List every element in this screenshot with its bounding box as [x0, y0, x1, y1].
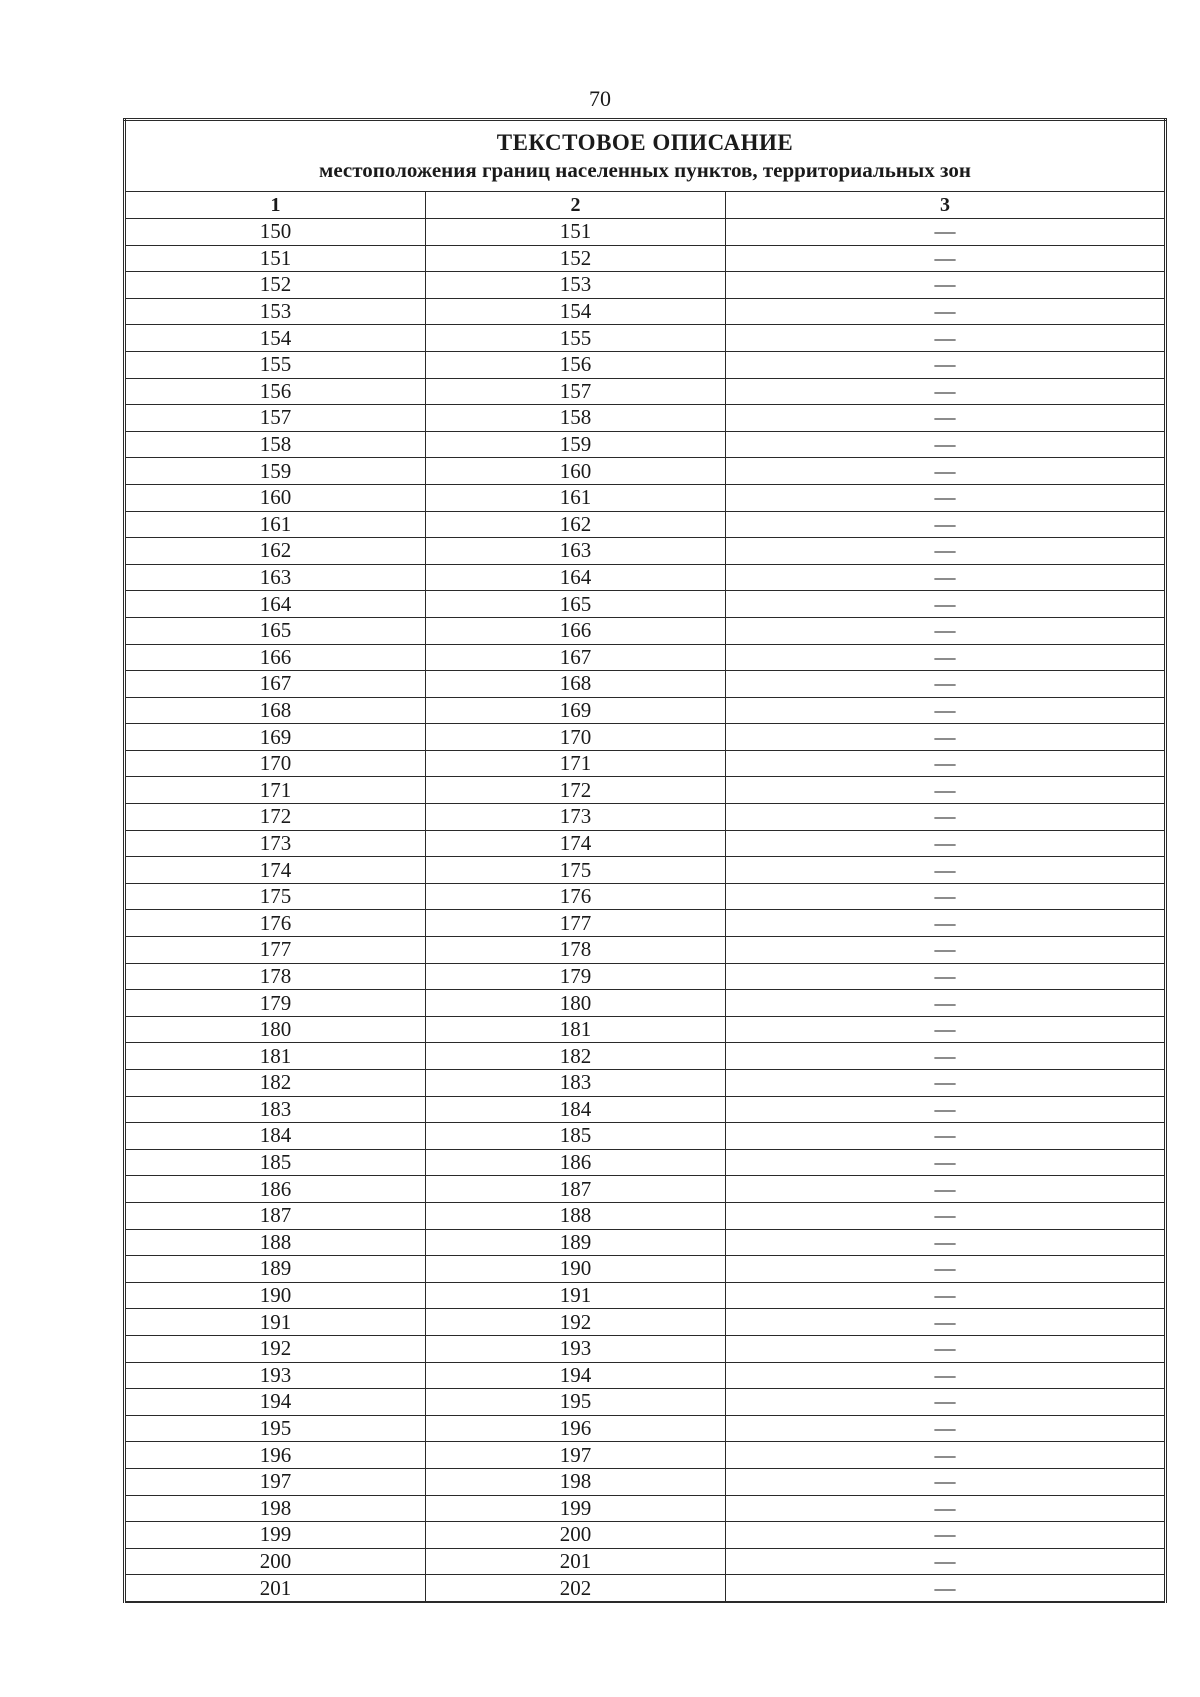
table-cell-col-1: 190 [125, 1282, 426, 1309]
table-cell-col-1: 174 [125, 857, 426, 884]
table-cell-col-3: — [726, 1362, 1166, 1389]
table-cell-col-2: 201 [426, 1548, 726, 1575]
table-cell-col-1: 162 [125, 538, 426, 565]
table-cell-col-1: 184 [125, 1123, 426, 1150]
table-cell-col-2: 171 [426, 750, 726, 777]
table-row [125, 219, 1166, 246]
table-cell-col-3: — [726, 697, 1166, 724]
table-cell-col-3: — [726, 245, 1166, 272]
table-cell-col-2: 198 [426, 1468, 726, 1495]
table-cell-col-1: 167 [125, 671, 426, 698]
table-cell-col-2: 189 [426, 1229, 726, 1256]
table-row [125, 1202, 1166, 1229]
title-row [125, 120, 1166, 192]
table-cell-col-2: 200 [426, 1522, 726, 1549]
table-row [125, 245, 1166, 272]
table-cell-col-2: 157 [426, 378, 726, 405]
table-cell-col-3: — [726, 1495, 1166, 1522]
table-cell-col-3: — [726, 1548, 1166, 1575]
table-row [125, 405, 1166, 432]
table-cell-col-2: 184 [426, 1096, 726, 1123]
table-cell-col-2: 159 [426, 431, 726, 458]
table-cell-col-1: 168 [125, 697, 426, 724]
table-cell-col-3: — [726, 644, 1166, 671]
table-cell-col-3: — [726, 1123, 1166, 1150]
table-cell-col-1: 171 [125, 777, 426, 804]
table-cell-col-1: 152 [125, 272, 426, 299]
table-cell-col-2: 172 [426, 777, 726, 804]
table-cell-col-3: — [726, 883, 1166, 910]
table-cell-col-3: — [726, 484, 1166, 511]
table-cell-col-1: 187 [125, 1202, 426, 1229]
table-cell-col-2: 167 [426, 644, 726, 671]
table-row [125, 458, 1166, 485]
table-row [125, 990, 1166, 1017]
table-row [125, 1468, 1166, 1495]
table-cell-col-2: 183 [426, 1070, 726, 1097]
table-cell-col-3: — [726, 963, 1166, 990]
table-row [125, 1415, 1166, 1442]
table-cell-col-3: — [726, 538, 1166, 565]
table-row [125, 1229, 1166, 1256]
table-cell-col-1: 166 [125, 644, 426, 671]
table-cell-col-2: 182 [426, 1043, 726, 1070]
table-cell-col-3: — [726, 1442, 1166, 1469]
table-cell-col-3: — [726, 1389, 1166, 1416]
table-cell-col-2: 162 [426, 511, 726, 538]
table-cell-col-3: — [726, 1282, 1166, 1309]
table-cell-col-3: — [726, 219, 1166, 246]
table-row [125, 1256, 1166, 1283]
table-row [125, 1389, 1166, 1416]
table-cell-col-1: 164 [125, 591, 426, 618]
table-cell-col-2: 155 [426, 325, 726, 352]
table-row [125, 937, 1166, 964]
table-cell-col-1: 163 [125, 564, 426, 591]
table-cell-col-1: 180 [125, 1016, 426, 1043]
table-cell-col-1: 191 [125, 1309, 426, 1336]
table-cell-col-1: 176 [125, 910, 426, 937]
table-cell-col-1: 155 [125, 351, 426, 378]
table-cell-col-2: 186 [426, 1149, 726, 1176]
table-row [125, 777, 1166, 804]
table-cell-col-2: 174 [426, 830, 726, 857]
table-cell-col-1: 196 [125, 1442, 426, 1469]
table-cell-col-3: — [726, 910, 1166, 937]
table-cell-col-3: — [726, 750, 1166, 777]
table-row [125, 298, 1166, 325]
table-row [125, 697, 1166, 724]
table-cell-col-3: — [726, 1096, 1166, 1123]
table-row [125, 1149, 1166, 1176]
table-cell-col-2: 165 [426, 591, 726, 618]
boundary-description-table [123, 118, 1167, 1603]
table-cell-col-3: — [726, 937, 1166, 964]
table-cell-col-2: 169 [426, 697, 726, 724]
table-cell-col-1: 161 [125, 511, 426, 538]
table-row [125, 1362, 1166, 1389]
table-cell-col-3: — [726, 1256, 1166, 1283]
table-cell-col-1: 200 [125, 1548, 426, 1575]
table-cell-col-2: 161 [426, 484, 726, 511]
column-header-1: 1 [125, 192, 426, 219]
table-row [125, 325, 1166, 352]
table-cell-col-3: — [726, 1309, 1166, 1336]
table-row [125, 378, 1166, 405]
table-cell-col-3: — [726, 591, 1166, 618]
table-cell-col-2: 160 [426, 458, 726, 485]
table-row [125, 750, 1166, 777]
table-cell-col-1: 158 [125, 431, 426, 458]
table-cell-col-1: 195 [125, 1415, 426, 1442]
column-header-row [125, 192, 1166, 219]
table-cell-col-2: 181 [426, 1016, 726, 1043]
table-cell-col-3: — [726, 1070, 1166, 1097]
table-cell-col-3: — [726, 857, 1166, 884]
table-cell-col-2: 193 [426, 1335, 726, 1362]
table-cell-col-1: 188 [125, 1229, 426, 1256]
table-cell-col-1: 189 [125, 1256, 426, 1283]
table-cell-col-3: — [726, 458, 1166, 485]
table-row [125, 910, 1166, 937]
table-cell-col-2: 197 [426, 1442, 726, 1469]
table-cell-col-3: — [726, 511, 1166, 538]
table-row [125, 883, 1166, 910]
table-cell-col-1: 170 [125, 750, 426, 777]
table-cell-col-3: — [726, 405, 1166, 432]
table-row [125, 671, 1166, 698]
table-row [125, 644, 1166, 671]
table-cell-col-3: — [726, 617, 1166, 644]
table-row [125, 963, 1166, 990]
table-cell-col-1: 182 [125, 1070, 426, 1097]
table-cell-col-2: 190 [426, 1256, 726, 1283]
table-row [125, 564, 1166, 591]
table-cell-col-2: 154 [426, 298, 726, 325]
table-cell-col-1: 156 [125, 378, 426, 405]
table-cell-col-1: 186 [125, 1176, 426, 1203]
table-cell-col-3: — [726, 1016, 1166, 1043]
table-cell-col-3: — [726, 1043, 1166, 1070]
table-cell-col-2: 151 [426, 219, 726, 246]
table-row [125, 724, 1166, 751]
table-row [125, 431, 1166, 458]
table-row [125, 1096, 1166, 1123]
table-cell-col-1: 199 [125, 1522, 426, 1549]
table-row [125, 857, 1166, 884]
table-row [125, 484, 1166, 511]
table-cell-col-2: 166 [426, 617, 726, 644]
table-cell-col-1: 159 [125, 458, 426, 485]
table-cell-col-1: 154 [125, 325, 426, 352]
table-body [125, 219, 1166, 1602]
table-cell-col-2: 187 [426, 1176, 726, 1203]
table-cell-col-1: 193 [125, 1362, 426, 1389]
document-subtitle: местоположения границ населенных пунктов, территориальных зон [319, 158, 971, 182]
table-cell-col-3: — [726, 1575, 1166, 1602]
table-cell-col-2: 199 [426, 1495, 726, 1522]
table-cell-col-3: — [726, 804, 1166, 831]
table-row [125, 538, 1166, 565]
table-cell-col-3: — [726, 777, 1166, 804]
table-cell-col-2: 164 [426, 564, 726, 591]
table-cell-col-2: 178 [426, 937, 726, 964]
table-cell-col-3: — [726, 1468, 1166, 1495]
table-cell-col-2: 195 [426, 1389, 726, 1416]
table-cell-col-1: 197 [125, 1468, 426, 1495]
table-row [125, 1548, 1166, 1575]
table-cell-col-1: 175 [125, 883, 426, 910]
table-cell-col-2: 188 [426, 1202, 726, 1229]
page-number: 70 [589, 86, 611, 111]
table-row [125, 1043, 1166, 1070]
table-cell-col-3: — [726, 1202, 1166, 1229]
table-cell-col-1: 177 [125, 937, 426, 964]
table-cell-col-1: 198 [125, 1495, 426, 1522]
table-cell-col-2: 196 [426, 1415, 726, 1442]
table-cell-col-1: 150 [125, 219, 426, 246]
column-header-3: 3 [726, 192, 1166, 219]
table-row [125, 617, 1166, 644]
table-cell-col-1: 160 [125, 484, 426, 511]
table-cell-col-1: 172 [125, 804, 426, 831]
table-cell-col-3: — [726, 724, 1166, 751]
table-cell-col-2: 153 [426, 272, 726, 299]
table-cell-col-2: 179 [426, 963, 726, 990]
table-cell-col-3: — [726, 564, 1166, 591]
table-cell-col-1: 178 [125, 963, 426, 990]
table-row [125, 1016, 1166, 1043]
table-cell-col-1: 183 [125, 1096, 426, 1123]
table-cell-col-2: 192 [426, 1309, 726, 1336]
table-row [125, 1522, 1166, 1549]
table-cell-col-1: 169 [125, 724, 426, 751]
table-row [125, 1123, 1166, 1150]
table-cell-col-2: 152 [426, 245, 726, 272]
table-title-cell [125, 120, 1166, 192]
table-cell-col-3: — [726, 671, 1166, 698]
table-cell-col-2: 156 [426, 351, 726, 378]
table-cell-col-3: — [726, 1522, 1166, 1549]
table-cell-col-2: 170 [426, 724, 726, 751]
table-row [125, 1575, 1166, 1602]
table-cell-col-1: 192 [125, 1335, 426, 1362]
table-row [125, 1495, 1166, 1522]
table-row [125, 351, 1166, 378]
table-cell-col-3: — [726, 272, 1166, 299]
table-cell-col-2: 168 [426, 671, 726, 698]
table-cell-col-2: 191 [426, 1282, 726, 1309]
table-row [125, 511, 1166, 538]
table-row [125, 591, 1166, 618]
table-cell-col-3: — [726, 1229, 1166, 1256]
table-cell-col-3: — [726, 351, 1166, 378]
table-cell-col-3: — [726, 378, 1166, 405]
table-cell-col-3: — [726, 990, 1166, 1017]
table-cell-col-3: — [726, 1335, 1166, 1362]
table-cell-col-2: 158 [426, 405, 726, 432]
table-cell-col-1: 194 [125, 1389, 426, 1416]
table-cell-col-2: 185 [426, 1123, 726, 1150]
table-row [125, 1070, 1166, 1097]
table-cell-col-1: 157 [125, 405, 426, 432]
table-row [125, 1176, 1166, 1203]
table-cell-col-2: 180 [426, 990, 726, 1017]
table-cell-col-2: 194 [426, 1362, 726, 1389]
table-cell-col-2: 202 [426, 1575, 726, 1602]
table-cell-col-2: 173 [426, 804, 726, 831]
table-cell-col-2: 175 [426, 857, 726, 884]
table-cell-col-3: — [726, 830, 1166, 857]
table-cell-col-2: 163 [426, 538, 726, 565]
table-cell-col-2: 177 [426, 910, 726, 937]
table-cell-col-1: 173 [125, 830, 426, 857]
table-cell-col-3: — [726, 325, 1166, 352]
table-row [125, 804, 1166, 831]
table-cell-col-1: 185 [125, 1149, 426, 1176]
table-row [125, 1282, 1166, 1309]
table-row [125, 1442, 1166, 1469]
table-cell-col-1: 201 [125, 1575, 426, 1602]
table-row [125, 830, 1166, 857]
table-cell-col-3: — [726, 1176, 1166, 1203]
table-cell-col-1: 151 [125, 245, 426, 272]
table-cell-col-3: — [726, 1149, 1166, 1176]
table-cell-col-2: 176 [426, 883, 726, 910]
table-cell-col-1: 179 [125, 990, 426, 1017]
table-row [125, 1309, 1166, 1336]
table-row [125, 1335, 1166, 1362]
table-row [125, 272, 1166, 299]
column-header-2: 2 [426, 192, 726, 219]
table-cell-col-1: 165 [125, 617, 426, 644]
table-cell-col-1: 153 [125, 298, 426, 325]
table-cell-col-1: 181 [125, 1043, 426, 1070]
table-cell-col-3: — [726, 1415, 1166, 1442]
table-cell-col-3: — [726, 431, 1166, 458]
document-title: ТЕКСТОВОЕ ОПИСАНИЕ [496, 130, 794, 155]
table-cell-col-3: — [726, 298, 1166, 325]
